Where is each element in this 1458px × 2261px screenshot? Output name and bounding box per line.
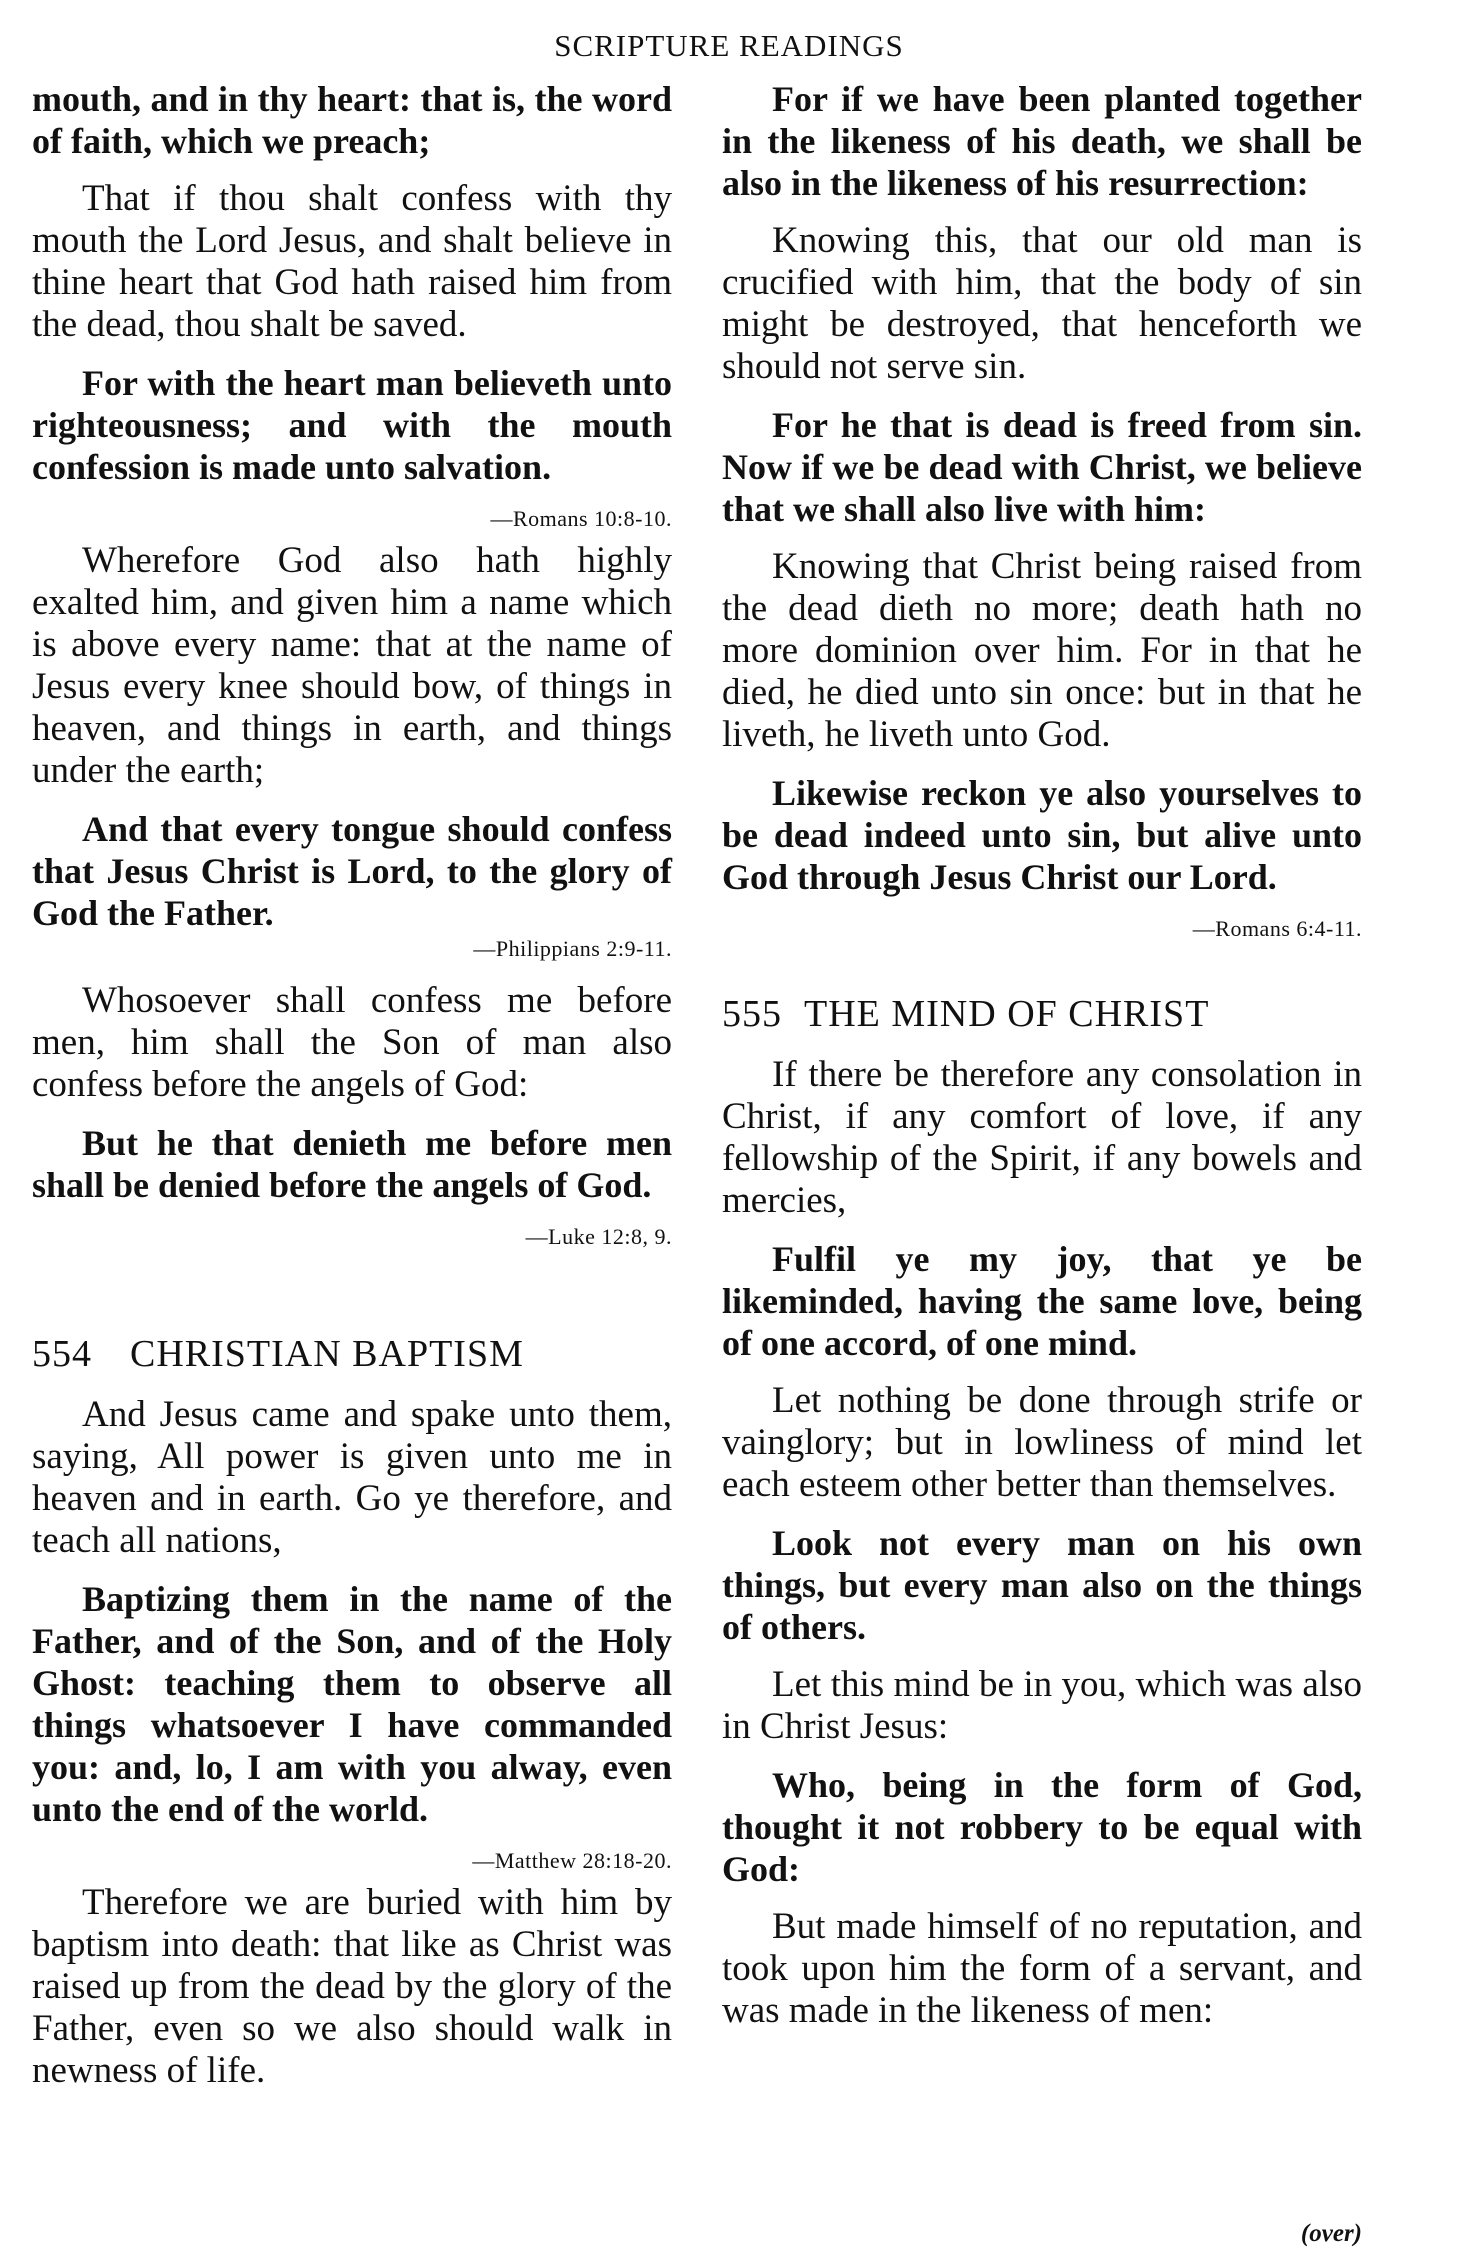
reading-responsive: Fulfil ye my joy, that ye be likeminded, having the same love, being of one accord, of one mind. xyxy=(722,1239,1362,1363)
reading-leader: Therefore we are buried with him by baptism into death: that like as Christ was raised up from the dead by the glory of the Father, even so we also should walk in newness of life. xyxy=(32,1882,672,2091)
reading-responsive: And that every tongue should confess that Jesus Christ is Lord, to the glory of God the Father. xyxy=(32,809,672,933)
reading-leader: And Jesus came and spake unto them, saying, All power is given unto me in heaven and in earth. Go ye therefore, and teach all nations, xyxy=(32,1394,672,1561)
reading-responsive xyxy=(32,362,672,531)
reading-responsive: For if we have been planted together in the likeness of his death, we shall be also in the likeness of his resurrection: xyxy=(722,79,1362,203)
reading-text: Baptizing them in the name of the Father, and of the Son, and of the Holy Ghost: teaching them to observe all things whatsoever I have commanded you: and, lo, I am with you alway, even unto the end of the world. xyxy=(32,1579,672,1829)
section-heading xyxy=(32,1332,672,1376)
section-heading xyxy=(722,992,1362,1036)
reading-leader: That if thou shalt confess with thy mouth the Lord Jesus, and shalt believe in thine heart that God hath raised him from the dead, thou shalt be saved. xyxy=(32,178,672,345)
reading-responsive: For he that is dead is freed from sin. Now if we be dead with Christ, we believe that we shall also live with him: xyxy=(722,405,1362,529)
reading-responsive xyxy=(32,1122,672,1249)
right-column xyxy=(722,78,1362,2048)
section-title: CHRISTIAN BAPTISM xyxy=(130,1333,524,1375)
reading-leader: Let this mind be in you, which was also in Christ Jesus: xyxy=(722,1664,1362,1747)
left-column xyxy=(32,78,672,2108)
reading-responsive: mouth, and in thy heart: that is, the word of faith, which we preach; xyxy=(32,79,672,161)
reading-text: For with the heart man believeth unto righteousness; and with the mouth confession is made unto salvation. xyxy=(32,363,672,487)
page-header: SCRIPTURE READINGS xyxy=(554,28,904,63)
reading-leader: Knowing this, that our old man is crucified with him, that the body of sin might be destroyed, that henceforth we should not serve sin. xyxy=(722,220,1362,387)
scripture-reference: —Philippians 2:9-11. xyxy=(473,936,672,961)
reading-responsive: Who, being in the form of God, thought it not robbery to be equal with God: xyxy=(722,1765,1362,1889)
reading-leader: But made himself of no reputation, and took upon him the form of a servant, and was made in the likeness of men: xyxy=(722,1906,1362,2031)
scripture-reference: —Romans 10:8-10. xyxy=(490,506,672,531)
section-number: 554 xyxy=(32,1333,92,1375)
scripture-reference: —Luke 12:8, 9. xyxy=(525,1224,672,1249)
reading-leader: If there be therefore any consolation in Christ, if any comfort of love, if any fellowship of the Spirit, if any bowels and mercies, xyxy=(722,1054,1362,1221)
reading-leader: Whosoever shall confess me before men, him shall the Son of man also confess before the angels of God: xyxy=(32,980,672,1105)
reading-responsive xyxy=(722,772,1362,941)
scripture-reference: —Romans 6:4-11. xyxy=(1192,916,1362,941)
reading-text: But he that denieth me before men shall be denied before the angels of God. xyxy=(32,1123,672,1205)
page-turn-note: (over) xyxy=(1300,2220,1362,2247)
scripture-reference: —Matthew 28:18-20. xyxy=(472,1848,672,1873)
reading-leader: Wherefore God also hath highly exalted him, and given him a name which is above every name: that at the name of Jesus every knee should bow, of things in heaven, and things in earth, and things under the earth; xyxy=(32,540,672,791)
reading-leader: Knowing that Christ being raised from the dead dieth no more; death hath no more dominion over him. For in that he died, he died unto sin once: but in that he liveth, he liveth unto God. xyxy=(722,546,1362,755)
section-title: THE MIND OF CHRIST xyxy=(804,993,1210,1035)
reading-responsive xyxy=(32,1578,672,1873)
reading-text: Likewise reckon ye also yourselves to be dead indeed unto sin, but alive unto God through Jesus Christ our Lord. xyxy=(722,773,1362,897)
reading-leader: Let nothing be done through strife or vainglory; but in lowliness of mind let each esteem other better than themselves. xyxy=(722,1380,1362,1505)
section-number: 555 xyxy=(722,993,782,1035)
reading-responsive: Look not every man on his own things, but every man also on the things of others. xyxy=(722,1523,1362,1647)
